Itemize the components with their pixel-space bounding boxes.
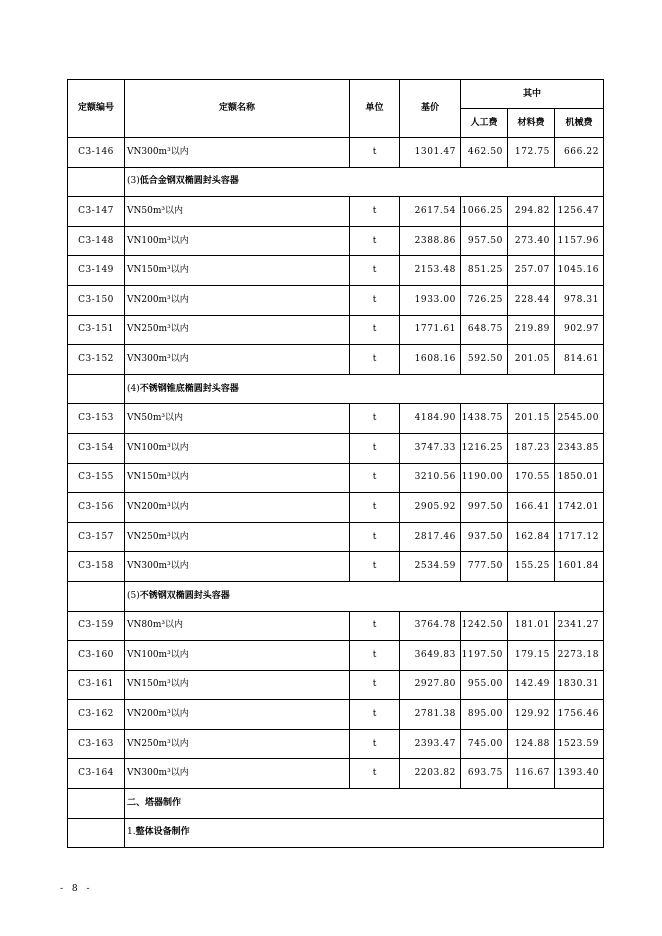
table-row — [68, 404, 604, 434]
cell-labor: 648.75 — [461, 315, 508, 345]
cell-labor: 895.00 — [461, 700, 508, 730]
table-row — [68, 493, 604, 523]
cell-labor: 592.50 — [461, 345, 508, 375]
section-heading — [125, 374, 604, 404]
cell-name: VN150m³以内 — [125, 256, 350, 286]
cell-name: VN300m³以内 — [125, 345, 350, 375]
cell-machine: 1742.01 — [555, 493, 604, 523]
cell-name: VN50m³以内 — [125, 404, 350, 434]
cell-labor: 937.50 — [461, 522, 508, 552]
table-row — [68, 256, 604, 286]
table-row — [68, 433, 604, 463]
cell-base-price: 2534.59 — [400, 552, 461, 582]
cell-material: 172.75 — [508, 138, 555, 168]
header-unit: 单位 — [350, 80, 400, 138]
cell-unit: t — [350, 285, 400, 315]
cell-labor: 1197.50 — [461, 641, 508, 671]
cell-unit: t — [350, 404, 400, 434]
cell-code: C3-152 — [68, 345, 125, 375]
cell-name: VN200m³以内 — [125, 285, 350, 315]
cell-material: 201.05 — [508, 345, 555, 375]
cell-labor: 1438.75 — [461, 404, 508, 434]
cell-code: C3-155 — [68, 463, 125, 493]
cell-code: C3-161 — [68, 670, 125, 700]
header-base-price: 基价 — [400, 80, 461, 138]
cell-name: VN50m³以内 — [125, 197, 350, 227]
cell-code: C3-157 — [68, 522, 125, 552]
cell-labor: 1242.50 — [461, 611, 508, 641]
table-row — [68, 759, 604, 789]
cell-unit: t — [350, 641, 400, 671]
cell-code: C3-148 — [68, 226, 125, 256]
cell-base-price: 1608.16 — [400, 345, 461, 375]
cell-base-price: 3649.83 — [400, 641, 461, 671]
cell-unit: t — [350, 138, 400, 168]
table-header — [68, 80, 604, 138]
page-number: - 8 - — [60, 884, 93, 894]
cell-code: C3-147 — [68, 197, 125, 227]
cell-unit: t — [350, 700, 400, 730]
cell-material: 155.25 — [508, 552, 555, 582]
cell-labor: 777.50 — [461, 552, 508, 582]
table-row — [68, 285, 604, 315]
section-title: 整体设备制作 — [135, 827, 190, 838]
table-row — [68, 670, 604, 700]
cell-material: 273.40 — [508, 226, 555, 256]
header-group: 其中 — [461, 80, 604, 109]
section-title: 低合金钢双椭圆封头容器 — [139, 176, 239, 187]
section-code-blank — [68, 818, 125, 848]
section-title: 二、塔器制作 — [127, 797, 182, 808]
section-heading — [125, 167, 604, 197]
cell-material: 166.41 — [508, 493, 555, 523]
table-row — [68, 611, 604, 641]
section-code-blank — [68, 374, 125, 404]
header-material: 材料费 — [508, 109, 555, 138]
cell-code: C3-146 — [68, 138, 125, 168]
cell-name: VN100m³以内 — [125, 641, 350, 671]
quota-table — [67, 79, 604, 848]
section-code-blank — [68, 167, 125, 197]
section-number: 1. — [127, 827, 136, 838]
cell-code: C3-153 — [68, 404, 125, 434]
cell-code: C3-156 — [68, 493, 125, 523]
table-row — [68, 641, 604, 671]
cell-name: VN250m³以内 — [125, 522, 350, 552]
table-row — [68, 522, 604, 552]
cell-material: 187.23 — [508, 433, 555, 463]
cell-machine: 978.31 — [555, 285, 604, 315]
table-row — [68, 197, 604, 227]
cell-code: C3-162 — [68, 700, 125, 730]
cell-labor: 1216.25 — [461, 433, 508, 463]
cell-material: 179.15 — [508, 641, 555, 671]
cell-machine: 902.97 — [555, 315, 604, 345]
section-title: 不锈钢双椭圆封头容器 — [139, 590, 230, 601]
cell-code: C3-154 — [68, 433, 125, 463]
cell-name: VN250m³以内 — [125, 729, 350, 759]
cell-code: C3-159 — [68, 611, 125, 641]
cell-machine: 2341.27 — [555, 611, 604, 641]
cell-unit: t — [350, 256, 400, 286]
cell-material: 129.92 — [508, 700, 555, 730]
cell-base-price: 2203.82 — [400, 759, 461, 789]
cell-base-price: 2905.92 — [400, 493, 461, 523]
cell-base-price: 2817.46 — [400, 522, 461, 552]
section-row — [68, 167, 604, 197]
cell-machine: 2273.18 — [555, 641, 604, 671]
table-body — [68, 138, 604, 848]
cell-material: 170.55 — [508, 463, 555, 493]
cell-name: VN200m³以内 — [125, 700, 350, 730]
cell-unit: t — [350, 315, 400, 345]
header-machine: 机械费 — [555, 109, 604, 138]
cell-unit: t — [350, 493, 400, 523]
cell-base-price: 2781.38 — [400, 700, 461, 730]
cell-labor: 1066.25 — [461, 197, 508, 227]
cell-machine: 666.22 — [555, 138, 604, 168]
cell-unit: t — [350, 552, 400, 582]
cell-name: VN250m³以内 — [125, 315, 350, 345]
cell-name: VN300m³以内 — [125, 138, 350, 168]
section-number: (3) — [127, 176, 140, 187]
section-code-blank — [68, 581, 125, 611]
cell-name: VN100m³以内 — [125, 433, 350, 463]
cell-machine: 1756.46 — [555, 700, 604, 730]
table-row — [68, 345, 604, 375]
cell-unit: t — [350, 729, 400, 759]
cell-material: 124.88 — [508, 729, 555, 759]
header-labor: 人工费 — [461, 109, 508, 138]
cell-name: VN150m³以内 — [125, 463, 350, 493]
section-code-blank — [68, 789, 125, 819]
cell-machine: 2545.00 — [555, 404, 604, 434]
cell-material: 257.07 — [508, 256, 555, 286]
cell-unit: t — [350, 197, 400, 227]
cell-machine: 1045.16 — [555, 256, 604, 286]
cell-machine: 2343.85 — [555, 433, 604, 463]
table-row — [68, 552, 604, 582]
cell-name: VN300m³以内 — [125, 552, 350, 582]
cell-name: VN100m³以内 — [125, 226, 350, 256]
cell-unit: t — [350, 226, 400, 256]
section-heading — [125, 789, 604, 819]
cell-machine: 1717.12 — [555, 522, 604, 552]
cell-base-price: 2388.86 — [400, 226, 461, 256]
cell-base-price: 2393.47 — [400, 729, 461, 759]
cell-code: C3-160 — [68, 641, 125, 671]
section-heading — [125, 818, 604, 848]
section-title: 不锈钢锥底椭圆封头容器 — [139, 383, 239, 394]
cell-name: VN300m³以内 — [125, 759, 350, 789]
table-row — [68, 700, 604, 730]
section-number: (4) — [127, 383, 140, 394]
cell-base-price: 4184.90 — [400, 404, 461, 434]
cell-code: C3-163 — [68, 729, 125, 759]
cell-unit: t — [350, 433, 400, 463]
cell-material: 201.15 — [508, 404, 555, 434]
table-row — [68, 729, 604, 759]
cell-name: VN80m³以内 — [125, 611, 350, 641]
table-row — [68, 226, 604, 256]
header-code: 定额编号 — [68, 80, 125, 138]
cell-code: C3-150 — [68, 285, 125, 315]
cell-unit: t — [350, 611, 400, 641]
header-name: 定额名称 — [125, 80, 350, 138]
cell-name: VN150m³以内 — [125, 670, 350, 700]
cell-name: VN200m³以内 — [125, 493, 350, 523]
cell-machine: 1523.59 — [555, 729, 604, 759]
cell-base-price: 3764.78 — [400, 611, 461, 641]
cell-labor: 462.50 — [461, 138, 508, 168]
cell-machine: 1830.31 — [555, 670, 604, 700]
cell-code: C3-158 — [68, 552, 125, 582]
cell-base-price: 3210.56 — [400, 463, 461, 493]
cell-unit: t — [350, 345, 400, 375]
cell-base-price: 2617.54 — [400, 197, 461, 227]
cell-unit: t — [350, 522, 400, 552]
cell-machine: 1157.96 — [555, 226, 604, 256]
cell-labor: 1190.00 — [461, 463, 508, 493]
section-row — [68, 374, 604, 404]
cell-unit: t — [350, 759, 400, 789]
cell-base-price: 1933.00 — [400, 285, 461, 315]
cell-labor: 745.00 — [461, 729, 508, 759]
section-row — [68, 818, 604, 848]
cell-labor: 957.50 — [461, 226, 508, 256]
cell-base-price: 1301.47 — [400, 138, 461, 168]
cell-machine: 1601.84 — [555, 552, 604, 582]
section-heading — [125, 581, 604, 611]
cell-machine: 814.61 — [555, 345, 604, 375]
section-number: (5) — [127, 590, 140, 601]
cell-material: 181.01 — [508, 611, 555, 641]
cell-code: C3-151 — [68, 315, 125, 345]
cell-material: 142.49 — [508, 670, 555, 700]
cell-base-price: 1771.61 — [400, 315, 461, 345]
cell-code: C3-164 — [68, 759, 125, 789]
cell-material: 162.84 — [508, 522, 555, 552]
cell-base-price: 2153.48 — [400, 256, 461, 286]
table-row — [68, 463, 604, 493]
cell-unit: t — [350, 463, 400, 493]
cell-labor: 726.25 — [461, 285, 508, 315]
cell-labor: 851.25 — [461, 256, 508, 286]
cell-machine: 1393.40 — [555, 759, 604, 789]
section-row — [68, 581, 604, 611]
cell-machine: 1850.01 — [555, 463, 604, 493]
cell-labor: 693.75 — [461, 759, 508, 789]
cell-base-price: 3747.33 — [400, 433, 461, 463]
table-row — [68, 315, 604, 345]
cell-base-price: 2927.80 — [400, 670, 461, 700]
cell-material: 219.89 — [508, 315, 555, 345]
cell-material: 116.67 — [508, 759, 555, 789]
cell-labor: 955.00 — [461, 670, 508, 700]
section-row — [68, 789, 604, 819]
cell-unit: t — [350, 670, 400, 700]
cell-material: 228.44 — [508, 285, 555, 315]
table-row — [68, 138, 604, 168]
cell-material: 294.82 — [508, 197, 555, 227]
cell-machine: 1256.47 — [555, 197, 604, 227]
cell-labor: 997.50 — [461, 493, 508, 523]
cell-code: C3-149 — [68, 256, 125, 286]
